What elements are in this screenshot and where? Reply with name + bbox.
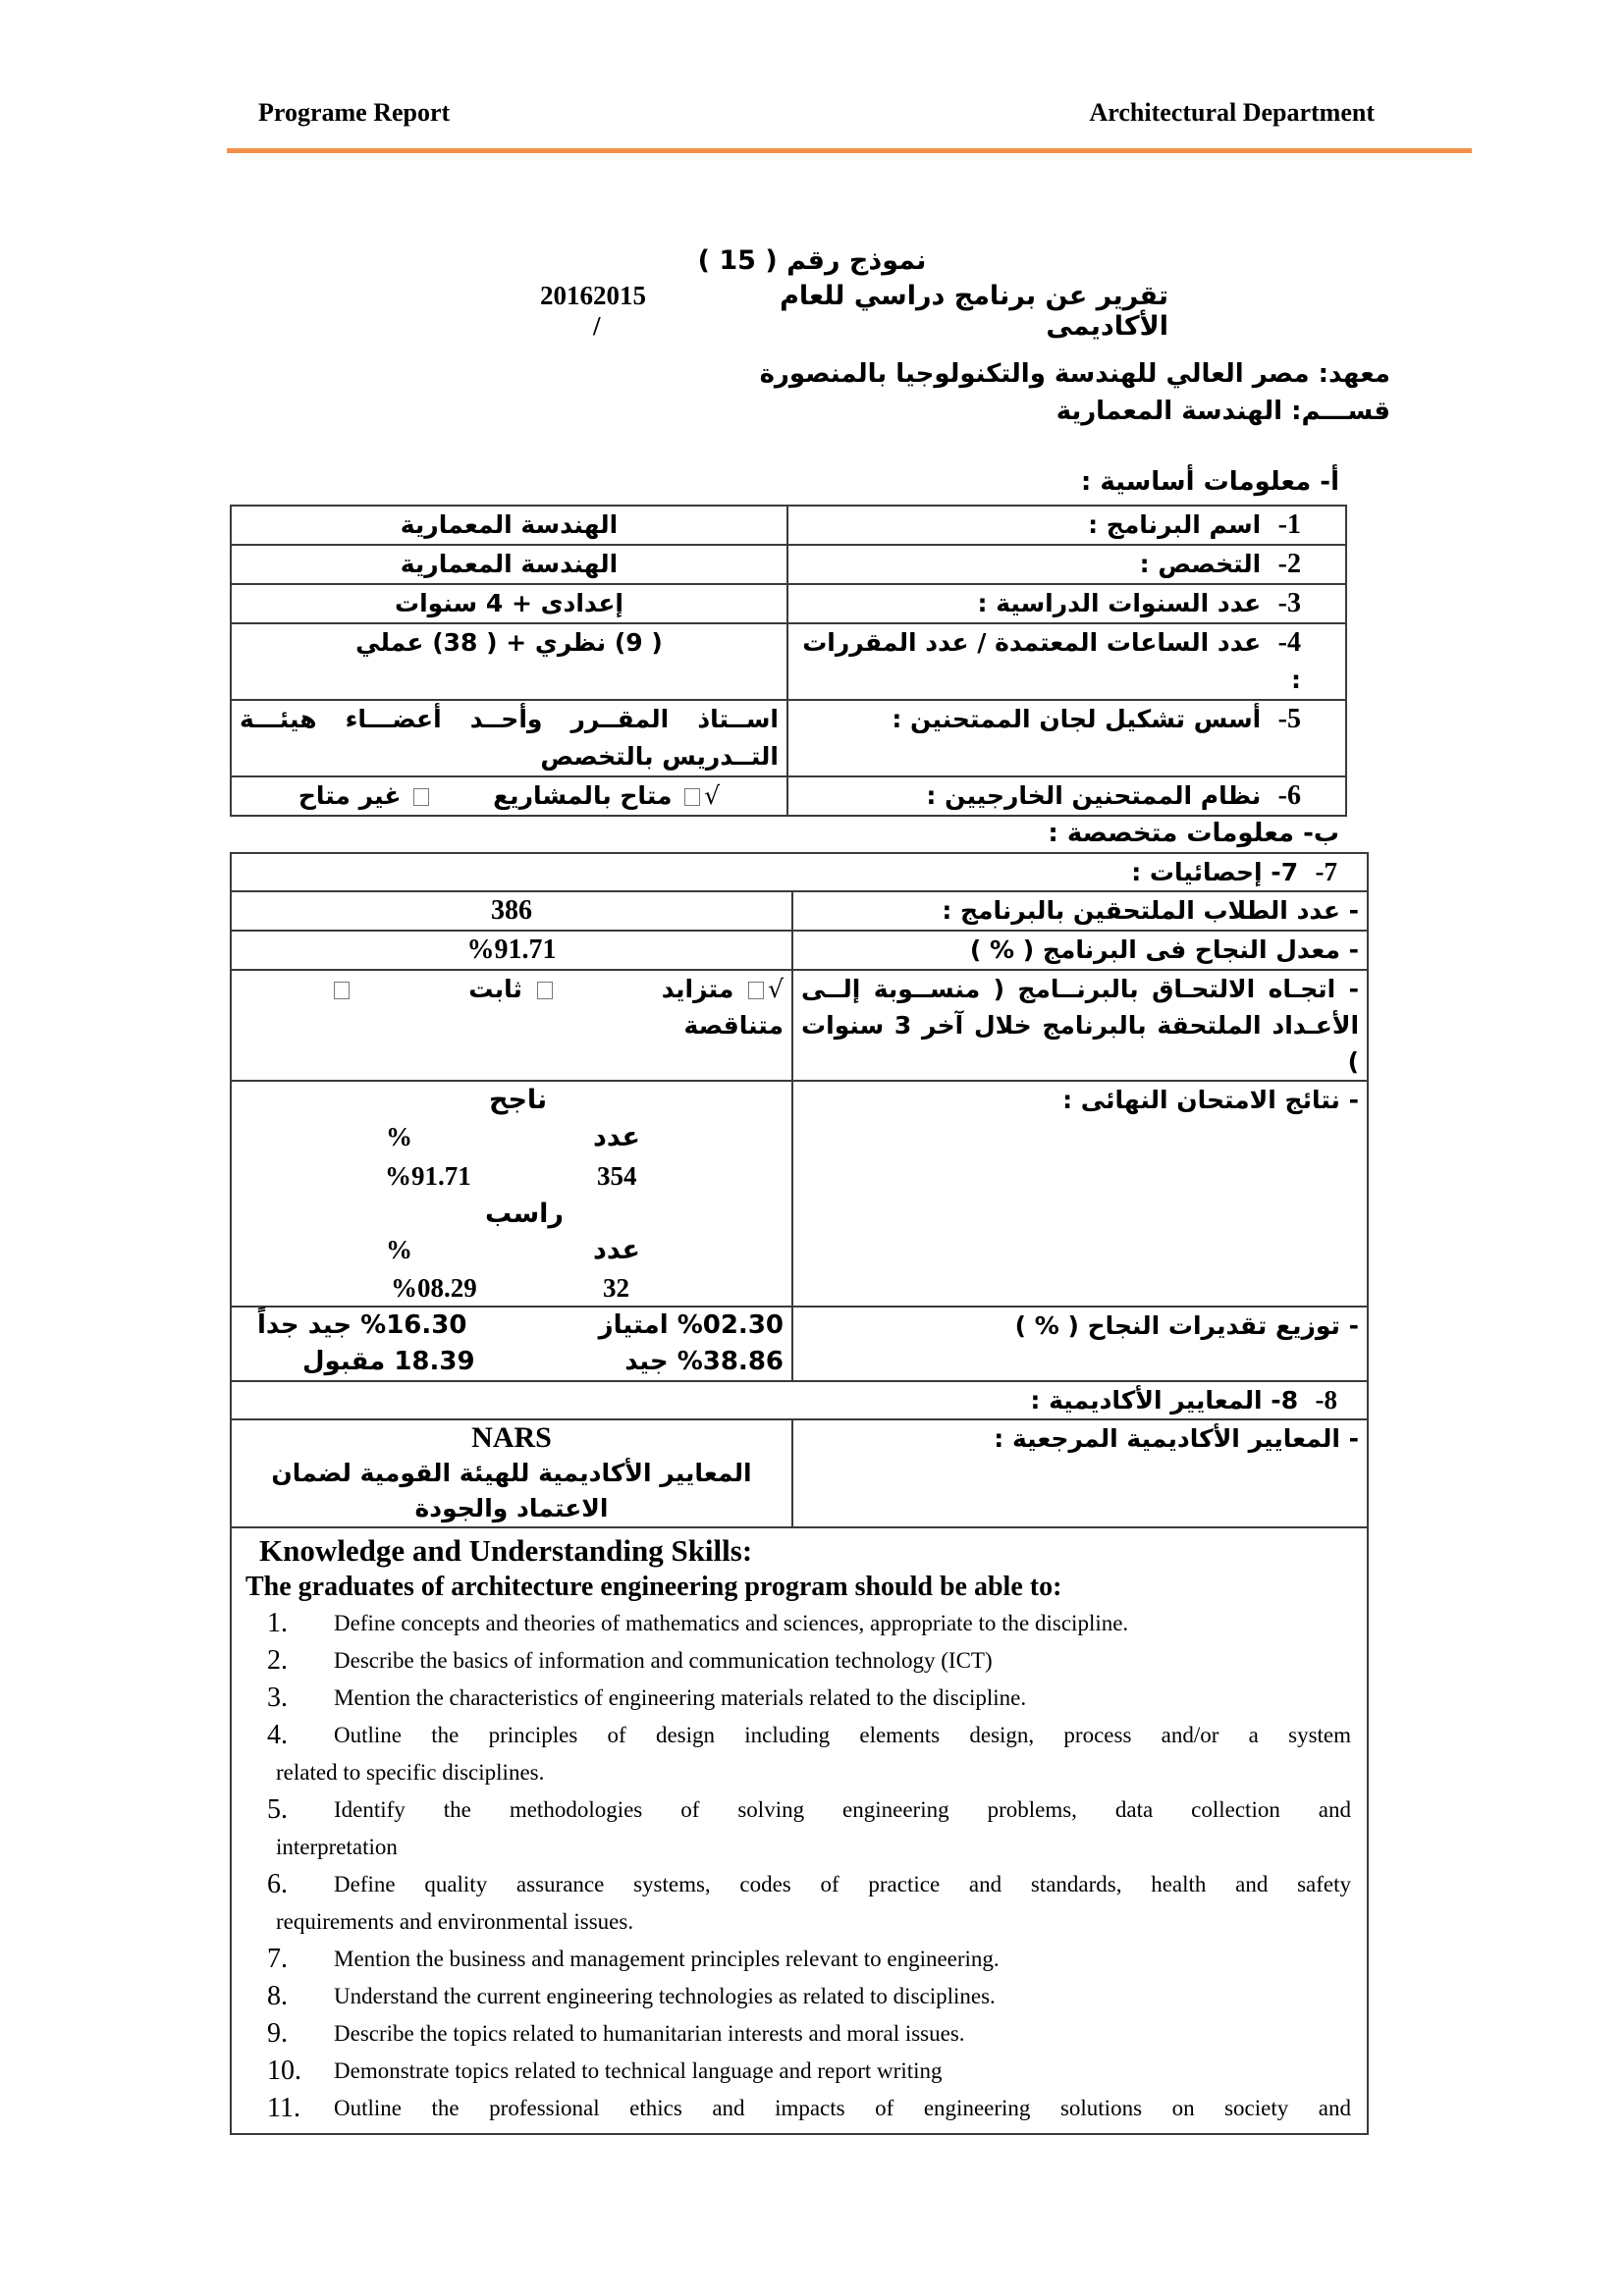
year-to: 2016 — [540, 281, 593, 310]
table-row — [231, 1381, 1368, 1419]
enrollment-trend-options: √ متزايد ثابت متناقصة — [231, 970, 792, 1081]
list-item-text: Outline the professional ethics and impacts of engineering solutions on society and — [334, 2096, 1352, 2120]
header-left-title: Programe Report — [258, 98, 451, 127]
option-stable: ثابت — [468, 975, 522, 1003]
checkbox-decreasing[interactable] — [334, 982, 350, 999]
list-item-continuation: interpretation — [276, 1835, 398, 1859]
failed-count-header: عدد — [593, 1235, 640, 1265]
check-mark-icon: √ — [704, 781, 721, 810]
table-row — [231, 1307, 1368, 1381]
reference-standards-text: المعايير الأكاديمية للهيئة القومية لضمان الاعتماد والجودة — [271, 1459, 752, 1522]
grade-distribution-values — [231, 1307, 792, 1381]
table-row — [231, 1419, 1368, 1527]
list-item-number: 2. — [267, 1645, 288, 1676]
grade-very-good: %16.30 جيد جداً — [257, 1310, 467, 1340]
specialization-label: 2- التخصص : — [787, 545, 1346, 584]
failed-percent-header: % — [386, 1235, 412, 1264]
report-title — [491, 281, 1168, 342]
failed-percent: %08.29 — [391, 1273, 477, 1303]
failed-count: 32 — [603, 1273, 629, 1303]
list-item — [245, 1941, 1351, 1978]
table-row — [231, 700, 1346, 776]
study-years-value: إعدادى + 4 سنوات — [231, 584, 787, 623]
credit-hours-value: ( 9) نظري + ( 38) عملي — [231, 623, 787, 700]
table-row — [231, 776, 1346, 816]
institute-name: معهد: مصر العالي للهندسة والتكنولوجيا بالمنصورة — [759, 359, 1390, 389]
table-row — [231, 506, 1346, 545]
failed-label: راسب — [485, 1199, 564, 1229]
list-item-text: Define concepts and theories of mathematics and sciences, appropriate to the discipline. — [334, 1611, 1129, 1635]
table-row — [231, 1081, 1368, 1307]
option-not-available: غير متاح — [298, 781, 402, 810]
list-item-text: Identify the methodologies of solving engineering problems, data collection and — [334, 1797, 1352, 1822]
basic-info-table — [230, 505, 1347, 817]
option-increasing: متزايد — [661, 975, 734, 1003]
section-b-heading: ب- معلومات متخصصة : — [1048, 819, 1339, 848]
list-item — [245, 2015, 1351, 2053]
form-number: نموذج رقم ( 15 ) — [697, 245, 927, 276]
list-item-continuation: related to specific disciplines. — [276, 1760, 545, 1785]
credit-hours-label: 4- عدد الساعات المعتمدة / عدد المقررات : — [787, 623, 1346, 700]
list-item — [245, 1866, 1351, 1941]
list-item-text: Describe the topics related to humanitarian interests and moral issues. — [334, 2021, 965, 2046]
table-row — [231, 891, 1368, 931]
knowledge-skills-title: Knowledge and Understanding Skills: — [259, 1533, 753, 1568]
grade-excellent: %02.30 امتياز — [598, 1310, 784, 1340]
checkbox-available[interactable] — [684, 788, 700, 806]
knowledge-skills-intro: The graduates of architecture engineering program should be able to: — [245, 1572, 1062, 1602]
section-a-heading: أ- معلومات أساسية : — [1080, 467, 1339, 497]
option-decreasing: متناقصة — [683, 1011, 784, 1040]
passed-percent: %91.71 — [385, 1161, 471, 1191]
program-name-label: 1- اسم البرنامج : — [787, 506, 1346, 545]
final-results-label: - نتائج الامتحان النهائى : — [792, 1081, 1368, 1307]
enrollment-trend-label: - اتجـاه الالتحـاق بالبرنــامج ( منســوبة إلــى الأعـداد الملتحقة بالبرنامج خلال آخر 3 سنوات ) — [792, 970, 1368, 1081]
reference-standards-value — [231, 1419, 792, 1527]
list-item-number: 7. — [267, 1944, 288, 1974]
final-results-values — [231, 1081, 792, 1307]
list-item — [245, 1605, 1351, 1642]
list-item-number: 4. — [267, 1720, 288, 1750]
option-available: متاح بالمشاريع — [493, 781, 673, 810]
list-item-number: 6. — [267, 1869, 288, 1899]
table-row — [231, 1527, 1368, 2134]
passed-label: ناجح — [489, 1085, 548, 1115]
list-item-continuation: requirements and environmental issues. — [276, 1909, 634, 1934]
study-years-label: 3- عدد السنوات الدراسية : — [787, 584, 1346, 623]
list-item-text: Demonstrate topics related to technical language and report writing — [334, 2058, 943, 2083]
enrolled-value: 386 — [231, 891, 792, 931]
table-row — [231, 931, 1368, 970]
list-item-number: 10. — [267, 2056, 301, 2086]
table-row — [231, 853, 1368, 891]
list-item — [245, 2090, 1351, 2127]
list-item-text: Mention the business and management principles relevant to engineering. — [334, 1947, 1000, 1971]
table-row — [231, 970, 1368, 1081]
list-item — [245, 1642, 1351, 1680]
department-name: قســـم: الهندسة المعمارية — [1056, 397, 1390, 426]
table-row — [231, 584, 1346, 623]
list-item-number: 9. — [267, 2018, 288, 2049]
table-row — [231, 623, 1346, 700]
knowledge-skills-cell — [231, 1527, 1368, 2134]
year-from: 2015 / — [593, 281, 646, 341]
list-item-number: 8. — [267, 1981, 288, 2011]
grade-pass: 18.39 مقبول — [302, 1347, 475, 1376]
list-item-text: Define quality assurance systems, codes of practice and standards, health and safety — [334, 1872, 1352, 1896]
specialized-info-table — [230, 852, 1369, 2135]
table-row — [231, 545, 1346, 584]
examiners-basis-label: 5- أسس تشكيل لجان الممتحنين : — [787, 700, 1346, 776]
external-examiners-label: 6- نظام الممتحنين الخارجيين : — [787, 776, 1346, 816]
reference-standards-label: - المعايير الأكاديمية المرجعية : — [792, 1419, 1368, 1527]
list-item-number: 1. — [267, 1608, 288, 1638]
academic-standards-heading: 8- 8- المعايير الأكاديمية : — [231, 1381, 1368, 1419]
list-item-number: 3. — [267, 1682, 288, 1713]
institute-block — [760, 355, 1390, 430]
list-item-text: Understand the current engineering technologies as related to disciplines. — [334, 1984, 996, 2008]
report-label: تقرير عن برنامج دراسي للعام الأكاديمى — [780, 281, 1168, 342]
list-item-text: Outline the principles of design including elements design, process and/or a system — [334, 1723, 1352, 1747]
external-examiners-value — [231, 776, 787, 816]
checkbox-stable[interactable] — [537, 982, 553, 999]
list-item-text: Describe the basics of information and communication technology (ICT) — [334, 1648, 993, 1673]
pass-rate-label: - معدل النجاح فى البرنامج ( % ) — [792, 931, 1368, 970]
list-item — [245, 2053, 1351, 2090]
pass-rate-value: %91.71 — [231, 931, 792, 970]
passed-count-header: عدد — [593, 1122, 640, 1152]
nars-label: NARS — [471, 1421, 552, 1454]
passed-percent-header: % — [386, 1122, 412, 1151]
list-item — [245, 1791, 1351, 1866]
specialization-value: الهندسة المعمارية — [231, 545, 787, 584]
checkbox-increasing[interactable] — [748, 982, 764, 999]
list-item-number: 5. — [267, 1794, 288, 1825]
list-item-text: Mention the characteristics of engineering materials related to the discipline. — [334, 1685, 1027, 1710]
examiners-basis-value: اســتاذ المقــرر وأحــد أعضـــاء هيئـــة التــدريس بالتخصص — [231, 700, 787, 776]
checkbox-not-available[interactable] — [413, 788, 429, 806]
enrolled-label: - عدد الطلاب الملتحقين بالبرنامج : — [792, 891, 1368, 931]
knowledge-skills-list — [245, 1605, 1351, 2127]
passed-count: 354 — [597, 1161, 637, 1191]
list-item-number: 11. — [267, 2093, 300, 2123]
list-item — [245, 1717, 1351, 1791]
grade-good: %38.86 جيد — [624, 1347, 784, 1376]
list-item — [245, 1978, 1351, 2015]
statistics-heading: 7- 7- إحصائيات : — [231, 853, 1368, 891]
grade-distribution-label: - توزيع تقديرات النجاح ( % ) — [792, 1307, 1368, 1381]
header-divider — [227, 148, 1472, 153]
program-name-value: الهندسة المعمارية — [231, 506, 787, 545]
list-item — [245, 1680, 1351, 1717]
header-right-title: Architectural Department — [1089, 98, 1375, 127]
